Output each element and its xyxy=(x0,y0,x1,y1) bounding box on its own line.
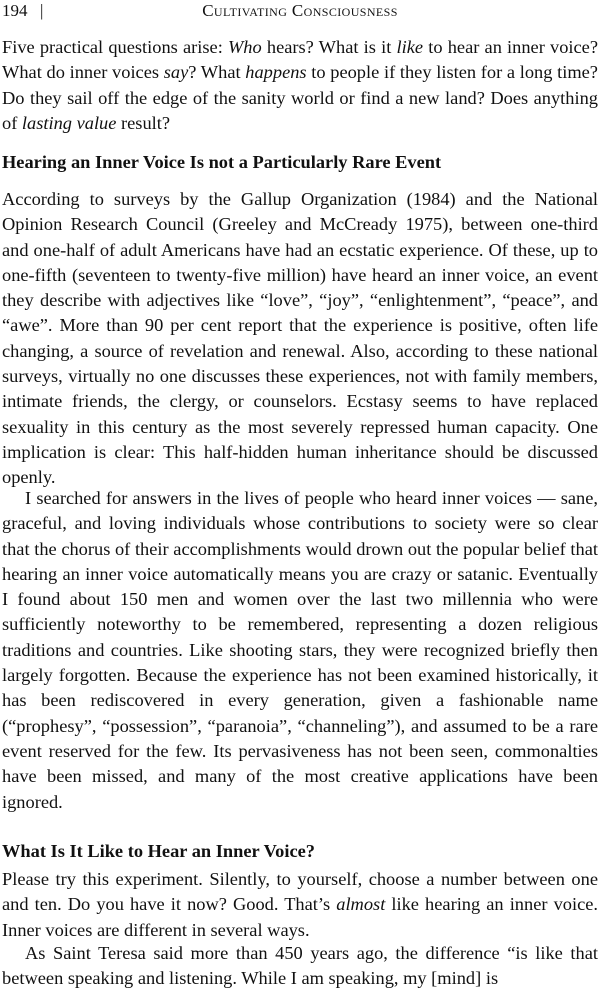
text-run: According to surveys by the Gallup Organization (1984) and the National Opinion Research Council (Greeley and McCready 1975), between one-third and one-half of adult Americans have had an ecstatic experience. Of these, up to one-fifth (seventeen to twenty-five million) have heard an inner voice, an event they describe with adjectives like “love”, “joy”, “enlightenment”, “peace”, and “awe”. More than 90 per cent report that the experience is positive, often life changing, a source of revelation and renewal. Also, according to these national surveys, virtually no one discusses these experiences, not with family members, intimate friends, the clergy, or counselors. Ecstasy seems to have replaced sexuality in this century as the most severely repressed human capacity. One implication is clear: This half-hidden human inheritance should be discussed openly. xyxy=(2,189,598,488)
text-run: hears? What is it xyxy=(261,37,397,57)
emphasis-text: Who xyxy=(227,37,262,57)
paragraph-text xyxy=(2,187,598,491)
paragraph-experiment xyxy=(2,867,598,943)
text-run: As Saint Teresa said more than 450 years ago, the difference “is like that between speaking and listening. While I am speaking, my [mind] is xyxy=(2,943,598,989)
text-run: result? xyxy=(116,112,171,133)
emphasis-text: like xyxy=(396,37,424,57)
paragraph-questions xyxy=(2,35,598,136)
paragraph-surveys xyxy=(2,187,598,491)
paragraph-text xyxy=(2,941,598,992)
section-heading-what-like xyxy=(2,839,598,864)
text-run: like hearing an inner voice. Inner voices are different in several ways. xyxy=(2,894,598,940)
section-heading-rare-event xyxy=(2,150,598,175)
text-run: Please try this experiment. Silently, to yourself, choose a number between one and ten. Do you have it now? Good. That’s xyxy=(2,869,598,915)
page-header xyxy=(2,0,598,22)
emphasis-text: almost xyxy=(336,894,386,915)
header-separator: | xyxy=(40,1,44,20)
paragraph-text xyxy=(2,486,598,815)
text-run: Five practical questions arise: xyxy=(2,37,228,57)
paragraph-text xyxy=(2,35,598,136)
section-heading: Hearing an Inner Voice Is not a Particularly Rare Event xyxy=(2,152,442,172)
emphasis-text: say xyxy=(163,62,189,83)
text-run: ? What xyxy=(188,62,246,83)
page-number: 194 xyxy=(2,1,28,20)
emphasis-text: lasting value xyxy=(21,112,117,133)
emphasis-text: happens xyxy=(245,62,307,83)
running-title: Cultivating Consciousness xyxy=(202,1,398,20)
paragraph-text xyxy=(2,867,598,943)
paragraph-saint-teresa xyxy=(2,941,598,992)
section-heading: What Is It Like to Hear an Inner Voice? xyxy=(2,841,316,861)
paragraph-search xyxy=(2,486,598,815)
text-run: to people if they listen for a long time? Do they sail off the edge of the sanity world or find a new land? Does anything of xyxy=(2,62,598,133)
text-run: I searched for answers in the lives of people who heard inner voices — sane, graceful, and loving individuals whose contributions to society were so clear that the chorus of their accomplishments would drown out the popular belief that hearing an inner voice automatically means you are crazy or satanic. Eventually I found about 150 men and women over the last two millennia who were sufficiently noteworthy to be remembered, representing a dozen religious traditions and countries. Like shooting stars, they were recognized briefly then largely forgotten. Because the experience has not been examined historically, it has been rediscovered in every generation, given a fashionable name (“prophesy”, “possession”, “paranoia”, “channeling”), and assumed to be a rare event reserved for the few. Its pervasiveness has not been seen, commonalties have been missed, and many of the most creative applications have been ignored. xyxy=(2,488,598,812)
text-run: to hear an inner voice? What do inner voices xyxy=(2,37,599,83)
